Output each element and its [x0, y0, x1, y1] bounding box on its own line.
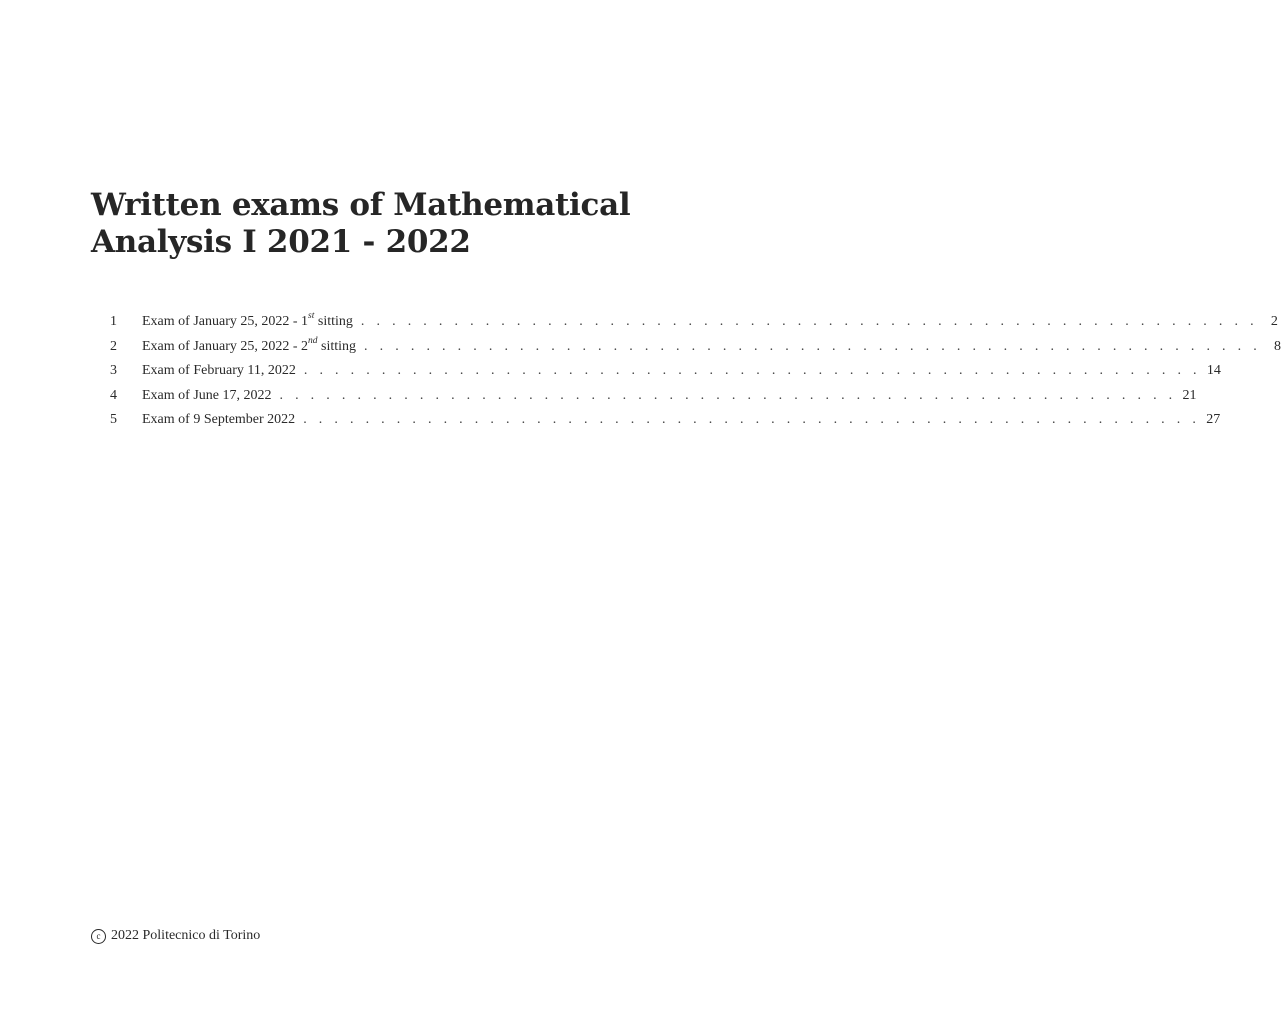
toc-entry-5[interactable]	[100, 412, 1221, 437]
toc-entry-title	[142, 335, 357, 355]
toc-dot-leader: . . . . . . . . . . . . . . . . . . . . . . . . . . . . . . . . . . . . . . . . . . . . . . . . . . . . . . . . . .	[303, 363, 1201, 378]
toc-entry-ordinal: nd	[308, 335, 318, 346]
page-footer	[91, 928, 260, 944]
toc-entry-number: 3	[110, 363, 117, 378]
document-title: Written exams of Mathematical Analysis I 2021 - 2022	[91, 187, 631, 260]
toc-entry-title-text: Exam of January 25, 2022 - 2	[142, 338, 309, 354]
toc-entry-number: 4	[110, 387, 117, 403]
toc-dot-leader: . . . . . . . . . . . . . . . . . . . . . . . . . . . . . . . . . . . . . . . . . . . . . . . . . . . . . . . . . .	[360, 314, 1258, 329]
toc-entry-2[interactable]	[100, 335, 1281, 364]
toc-entry-3[interactable]	[100, 363, 1221, 388]
toc-entry-number: 2	[110, 338, 117, 354]
toc-entry-1[interactable]	[100, 311, 1278, 339]
toc-entry-page: 2	[1270, 314, 1278, 329]
toc-entry-title: Exam of 9 September 2022	[142, 412, 296, 427]
toc-entry-title: Exam of February 11, 2022	[142, 363, 296, 378]
toc-dot-leader: . . . . . . . . . . . . . . . . . . . . . . . . . . . . . . . . . . . . . . . . . . . . . . . . . . . . . . . . . .	[364, 338, 1262, 354]
toc-entry-page: 21	[1182, 387, 1197, 403]
toc-entry-page: 8	[1274, 338, 1281, 354]
table-of-contents	[100, 311, 1281, 437]
toc-dot-leader: . . . . . . . . . . . . . . . . . . . . . . . . . . . . . . . . . . . . . . . . . . . . . . . . . . . . . . . . . .	[303, 412, 1201, 427]
toc-entry-title-suffix: sitting	[314, 314, 353, 329]
toc-entry-page: 14	[1206, 363, 1221, 378]
toc-entry-title	[142, 311, 353, 330]
toc-dot-leader: . . . . . . . . . . . . . . . . . . . . . . . . . . . . . . . . . . . . . . . . . . . . . . . . . . . . . . . . . .	[279, 387, 1177, 403]
toc-entry-number: 1	[110, 314, 117, 329]
toc-entry-title: Exam of June 17, 2022	[142, 387, 272, 403]
toc-entry-page: 27	[1206, 412, 1221, 427]
copyright-text: 2022 Politecnico di Torino	[111, 928, 261, 943]
copyright-icon: c	[91, 929, 106, 944]
toc-entry-4[interactable]	[100, 387, 1197, 413]
toc-entry-title-text: Exam of January 25, 2022 - 1	[142, 314, 309, 329]
toc-entry-ordinal: st	[308, 311, 315, 322]
toc-entry-title-suffix: sitting	[317, 338, 357, 354]
toc-entry-number: 5	[110, 412, 117, 427]
